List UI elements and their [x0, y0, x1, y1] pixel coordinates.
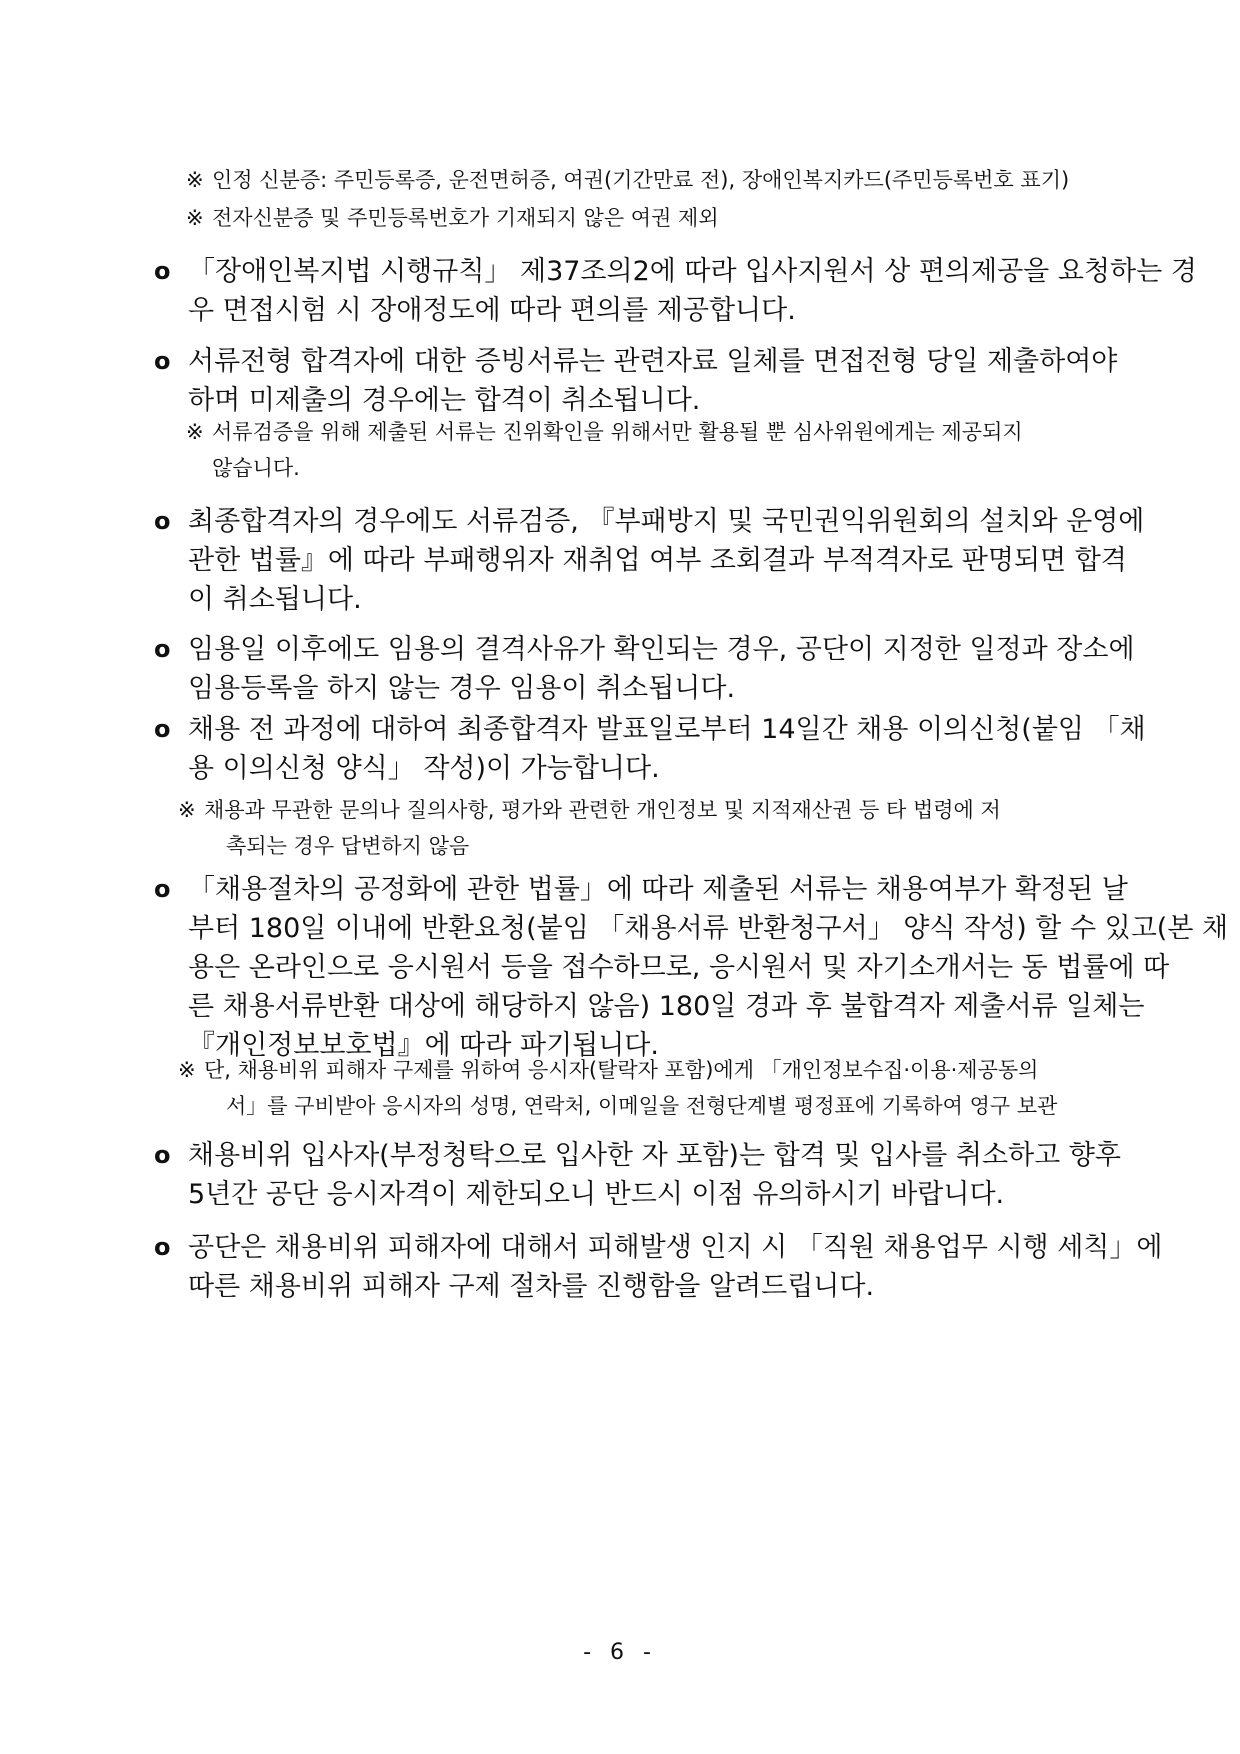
bullet-line: 「채용절차의 공정화에 관한 법률」에 따라 제출된 서류는 채용여부가 확정된 날	[188, 874, 1128, 905]
bullet-line: 하며 미제출의 경우에는 합격이 취소됩니다.	[188, 385, 701, 416]
bullet-final-verification	[154, 502, 1145, 619]
note-id-documents	[186, 162, 1070, 198]
bullet-line: 채용 전 과정에 대하여 최종합격자 발표일로부터 14일간 채용 이의신청(붙임 「채	[188, 714, 1146, 745]
note-victim-relief	[178, 1052, 1058, 1124]
note-line: 채용과 무관한 문의나 질의사항, 평가와 관련한 개인정보 및 지적재산권 등 타 법령에 저	[204, 798, 1001, 822]
bullet-mark: o	[154, 875, 171, 903]
bullet-mark: o	[154, 715, 171, 743]
bullet-line: 우 면접시험 시 장애정도에 따라 편의를 제공합니다.	[188, 295, 796, 326]
bullet-mark: o	[154, 1141, 171, 1169]
bullet-appointment-cancel	[154, 630, 1135, 708]
page-number: - 6 -	[583, 1640, 657, 1665]
bullet-document-return	[154, 870, 1229, 1065]
note-excluded-passport	[186, 200, 992, 236]
note-line: 전자신분증 및 주민등록번호가 기재되지 않은 여권 제외	[212, 206, 719, 230]
bullet-disability-accommodation	[154, 252, 1197, 330]
bullet-line: 용은 온라인으로 응시원서 등을 접수하므로, 응시원서 및 자기소개서는 동 법률에 따	[188, 952, 1170, 983]
bullet-line: 채용비위 입사자(부정청탁으로 입사한 자 포함)는 합격 및 입사를 취소하고 향후	[188, 1140, 1121, 1171]
bullet-mark: o	[154, 257, 171, 285]
note-mark: ※	[178, 798, 196, 822]
note-mark: ※	[186, 420, 204, 444]
bullet-line: 임용일 이후에도 임용의 결격사유가 확인되는 경우, 공단이 지정한 일정과 장소에	[188, 634, 1135, 665]
bullet-mark: o	[154, 1233, 171, 1261]
bullet-line: 『개인정보보호법』에 따라 파기됩니다.	[188, 1030, 659, 1061]
note-line: 인정 신분증: 주민등록증, 운전면허증, 여권(기간만료 전), 장애인복지카드(주민등록번호 표기)	[212, 168, 1070, 192]
bullet-line: 임용등록을 하지 않는 경우 임용이 취소됩니다.	[188, 673, 736, 704]
bullet-line: 「장애인복지법 시행규칙」 제37조의2에 따라 입사지원서 상 편의제공을 요청하는 경	[188, 256, 1197, 287]
note-line: 서」를 구비받아 응시자의 성명, 연락처, 이메일을 전형단계별 평정표에 기록하여 영구 보관	[226, 1094, 1058, 1118]
bullet-line: 용 이의신청 양식」 작성)이 가능합니다.	[188, 753, 660, 784]
bullet-victim-procedure	[154, 1228, 1163, 1306]
bullet-objection	[154, 710, 1146, 788]
bullet-line: 른 채용서류반환 대상에 해당하지 않음) 180일 경과 후 불합격자 제출서류 일체는	[188, 991, 1145, 1022]
bullet-mark: o	[154, 347, 171, 375]
bullet-line: 이 취소됩니다.	[188, 584, 362, 615]
note-document-verification	[186, 414, 1023, 486]
bullet-line: 공단은 채용비위 피해자에 대해서 피해발생 인지 시 「직원 채용업무 시행 세칙」에	[188, 1232, 1163, 1263]
note-line: 서류검증을 위해 제출된 서류는 진위확인을 위해서만 활용될 뿐 심사위원에게는 제공되지	[212, 420, 1023, 444]
bullet-line: 서류전형 합격자에 대한 증빙서류는 관련자료 일체를 면접전형 당일 제출하여야	[188, 346, 1118, 377]
bullet-line: 최종합격자의 경우에도 서류검증, 『부패방지 및 국민권익위원회의 설치와 운영에	[188, 506, 1145, 537]
bullet-line: 5년간 공단 응시자격이 제한되오니 반드시 이점 유의하시기 바랍니다.	[188, 1179, 1005, 1210]
note-mark: ※	[186, 206, 204, 230]
bullet-line: 따른 채용비위 피해자 구제 절차를 진행함을 알려드립니다.	[188, 1271, 875, 1302]
bullet-line: 부터 180일 이내에 반환요청(붙임 「채용서류 반환청구서」 양식 작성) 할 수 있고(본 채	[188, 913, 1229, 944]
note-line: 단, 채용비위 피해자 구제를 위하여 응시자(탈락자 포함)에게 「개인정보수집·이용·제공동의	[204, 1058, 1039, 1082]
bullet-irregular-hiring	[154, 1136, 1121, 1214]
note-line: 촉되는 경우 답변하지 않음	[226, 834, 470, 858]
bullet-mark: o	[154, 507, 171, 535]
note-no-reply	[178, 792, 1001, 864]
bullet-mark: o	[154, 635, 171, 663]
bullet-line: 관한 법률』에 따라 부패행위자 재취업 여부 조회결과 부적격자로 판명되면 합격	[188, 545, 1127, 576]
note-line: 않습니다.	[212, 456, 300, 480]
bullet-evidence-documents	[154, 342, 1118, 420]
note-mark: ※	[178, 1058, 196, 1082]
note-mark: ※	[186, 168, 204, 192]
